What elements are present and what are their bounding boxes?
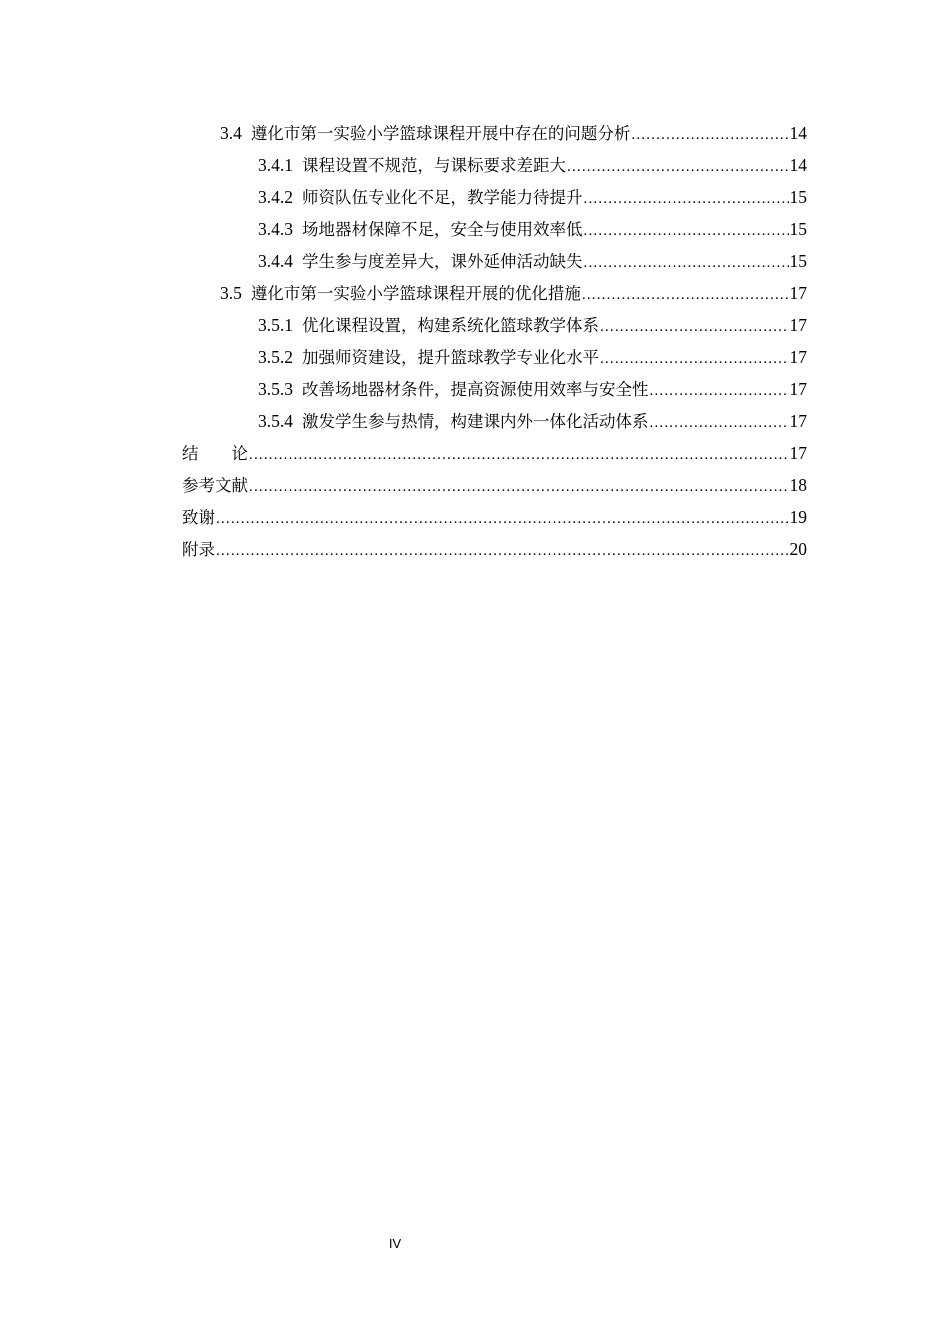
toc-entry-title: 遵化市第一实验小学篮球课程开展中存在的问题分析 <box>250 124 631 143</box>
toc-entry-acknowledgements[interactable] <box>182 501 807 533</box>
toc-entry-number: 3.4.2 <box>258 187 293 207</box>
toc-entry-number: 3.4 <box>220 123 242 143</box>
toc-entry[interactable] <box>258 245 807 277</box>
toc-entry-title: 师资队伍专业化不足，教学能力待提升 <box>302 188 583 207</box>
toc-entry-title: 改善场地器材条件，提高资源使用效率与安全性 <box>302 380 649 399</box>
toc-leader-dots <box>249 439 789 471</box>
toc-entry-title: 优化课程设置，构建系统化篮球教学体系 <box>302 316 599 335</box>
toc-leader-dots <box>600 311 789 343</box>
toc-entry-number: 3.4.1 <box>258 155 293 175</box>
toc-entry[interactable] <box>258 149 807 181</box>
page-number-footer: IV <box>388 1236 402 1251</box>
toc-entry[interactable] <box>220 277 807 309</box>
toc-entry[interactable] <box>258 405 807 437</box>
toc-entry-title: 课程设置不规范，与课标要求差距大 <box>302 156 566 175</box>
toc-entry-number: 3.4.3 <box>258 219 293 239</box>
toc-entry-title: 加强师资建设，提升篮球教学专业化水平 <box>302 348 599 367</box>
toc-entry-page: 14 <box>789 155 807 175</box>
toc-leader-dots <box>631 119 788 151</box>
toc-entry[interactable] <box>258 309 807 341</box>
toc-entry-title: 参考文献 <box>182 476 248 495</box>
toc-leader-dots <box>600 343 789 375</box>
toc-leader-dots <box>584 215 789 247</box>
toc-entry-page: 17 <box>789 283 807 303</box>
toc-entry-title: 附录 <box>182 540 215 559</box>
toc-entry-conclusion[interactable] <box>182 437 807 469</box>
toc-entry-number: 3.5.4 <box>258 411 293 431</box>
toc-leader-dots <box>216 535 789 567</box>
toc-entry-page: 15 <box>789 219 807 239</box>
toc-entry-page: 19 <box>789 507 807 527</box>
toc-entry-page: 20 <box>789 539 807 559</box>
toc-entry-references[interactable] <box>182 469 807 501</box>
toc-leader-dots <box>582 279 789 311</box>
toc-entry[interactable] <box>220 117 807 149</box>
toc-entry-page: 17 <box>789 379 807 399</box>
toc-leader-dots <box>650 407 789 439</box>
toc-entry-number: 3.5 <box>220 283 242 303</box>
toc-entry-page: 14 <box>789 123 807 143</box>
toc-entry-title: 场地器材保障不足，安全与使用效率低 <box>302 220 583 239</box>
toc-leader-dots <box>216 503 789 535</box>
toc-leader-dots <box>584 247 789 279</box>
toc-entry-page: 17 <box>789 347 807 367</box>
toc-entry-title: 结 论 <box>182 444 248 463</box>
toc-leader-dots <box>650 375 789 407</box>
toc-entry-page: 17 <box>789 443 807 463</box>
toc-entry-page: 18 <box>789 475 807 495</box>
toc-entry-number: 3.5.1 <box>258 315 293 335</box>
toc-entry-title: 致谢 <box>182 508 215 527</box>
toc-entry-number: 3.4.4 <box>258 251 293 271</box>
toc-entry-appendix[interactable] <box>182 533 807 565</box>
toc-entry[interactable] <box>258 213 807 245</box>
toc-leader-dots <box>249 471 789 503</box>
toc-entry-title: 学生参与度差异大，课外延伸活动缺失 <box>302 252 583 271</box>
toc-entry-page: 17 <box>789 411 807 431</box>
toc-leader-dots <box>584 183 789 215</box>
toc-entry-number: 3.5.3 <box>258 379 293 399</box>
toc-entry[interactable] <box>258 373 807 405</box>
toc-entry[interactable] <box>258 181 807 213</box>
toc-leader-dots <box>567 151 789 183</box>
toc-entry-page: 15 <box>789 251 807 271</box>
toc-entry-number: 3.5.2 <box>258 347 293 367</box>
toc-entry-page: 15 <box>789 187 807 207</box>
toc-entry-title: 激发学生参与热情，构建课内外一体化活动体系 <box>302 412 649 431</box>
toc-entry[interactable] <box>258 341 807 373</box>
toc-entry-page: 17 <box>789 315 807 335</box>
toc-entry-title: 遵化市第一实验小学篮球课程开展的优化措施 <box>250 284 581 303</box>
